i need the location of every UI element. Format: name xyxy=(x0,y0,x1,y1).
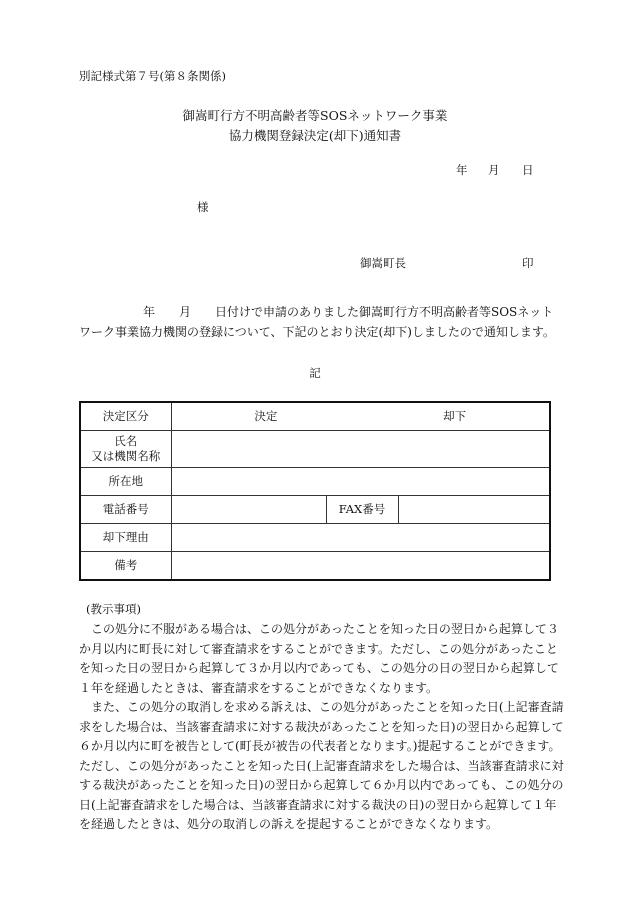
notice-line: この処分に不服がある場合は、この処分があったことを知った日の翌日から起算して３ xyxy=(91,622,559,636)
name-label-line-2: 又は機関名称 xyxy=(91,448,161,463)
notice-line: 日(上記審査請求をした場合は、当該審査請求に対する裁決の日)の翌日から起算して１年 xyxy=(79,798,557,812)
row-remarks xyxy=(80,552,550,580)
title-line-2: 協力機関登録決定(却下)通知書 xyxy=(228,128,402,143)
notice-line: １年を経過したときは、審査請求をすることができなくなります。 xyxy=(79,681,439,695)
notice-heading: (教示事項) xyxy=(86,602,141,616)
address-label: 所在地 xyxy=(80,467,171,495)
notice-line: ６か月以内に町を被告として(町長が被告の代表者となります。)提起することができます。 xyxy=(79,739,561,753)
phone-value xyxy=(171,496,326,524)
remarks-label: 備考 xyxy=(80,552,171,580)
notice-line: を知った日の翌日から起算して３か月以内であっても、この処分の日の翌日から起算して xyxy=(79,661,559,675)
name-value xyxy=(171,430,550,467)
issuer-name: 御嵩町長 xyxy=(360,256,406,270)
row-address xyxy=(80,467,550,495)
phone-label: 電話番号 xyxy=(80,496,171,524)
row-phone xyxy=(80,496,550,524)
remarks-value xyxy=(171,552,550,580)
notice-line: か月以内に町長に対して審査請求をすることができます。ただし、この処分があったこと xyxy=(79,642,558,656)
decision-option-reject: 却下 xyxy=(443,409,467,424)
notice-line: を経過したときは、処分の取消しの訴えを提起することができなくなります。 xyxy=(79,817,499,831)
notice-line: 求をした場合は、当該審査請求に対する裁決があったことを知った日)の翌日から起算して xyxy=(79,720,564,734)
body-line-1: 年 月 日付けで申請のありました御嵩町行方不明高齢者等SOSネット xyxy=(143,305,554,319)
addressee-suffix: 様 xyxy=(197,200,209,214)
seal-mark: 印 xyxy=(522,256,534,270)
notice-line: する裁決があったことを知った日)の翌日から起算して６か月以内であっても、この処分の xyxy=(79,778,564,792)
date-month: 月 xyxy=(488,163,500,177)
fax-value xyxy=(398,496,550,524)
name-label-line-1: 氏名 xyxy=(114,433,138,448)
name-label xyxy=(80,430,171,467)
decision-options xyxy=(171,402,550,430)
body-line-2: ワーク事業協力機関の登録について、下記のとおり決定(却下)しましたので通知します。 xyxy=(79,325,555,339)
address-value xyxy=(171,467,550,495)
form-id: 別記様式第７号(第８条関係) xyxy=(79,69,226,83)
date-day: 日 xyxy=(522,163,534,177)
notice-line: ただし、この処分があったことを知った日(上記審査請求をした場合は、当該審査請求に対 xyxy=(79,759,564,773)
ki-heading: 記 xyxy=(309,366,321,380)
reason-value xyxy=(171,524,550,552)
registration-table xyxy=(79,401,551,581)
notice-line: また、この処分の取消しを求める訴えは、この処分があったことを知った日(上記審査請 xyxy=(91,700,564,714)
row-name xyxy=(80,430,550,467)
row-decision xyxy=(80,402,550,430)
row-reason xyxy=(80,524,550,552)
date-year: 年 xyxy=(456,163,468,177)
decision-option-approve: 決定 xyxy=(254,409,278,424)
reason-label: 却下理由 xyxy=(80,524,171,552)
title-line-1: 御嵩町行方不明高齢者等SOSネットワーク事業 xyxy=(182,108,448,123)
decision-label: 決定区分 xyxy=(80,402,171,430)
fax-label: FAX番号 xyxy=(326,496,398,524)
